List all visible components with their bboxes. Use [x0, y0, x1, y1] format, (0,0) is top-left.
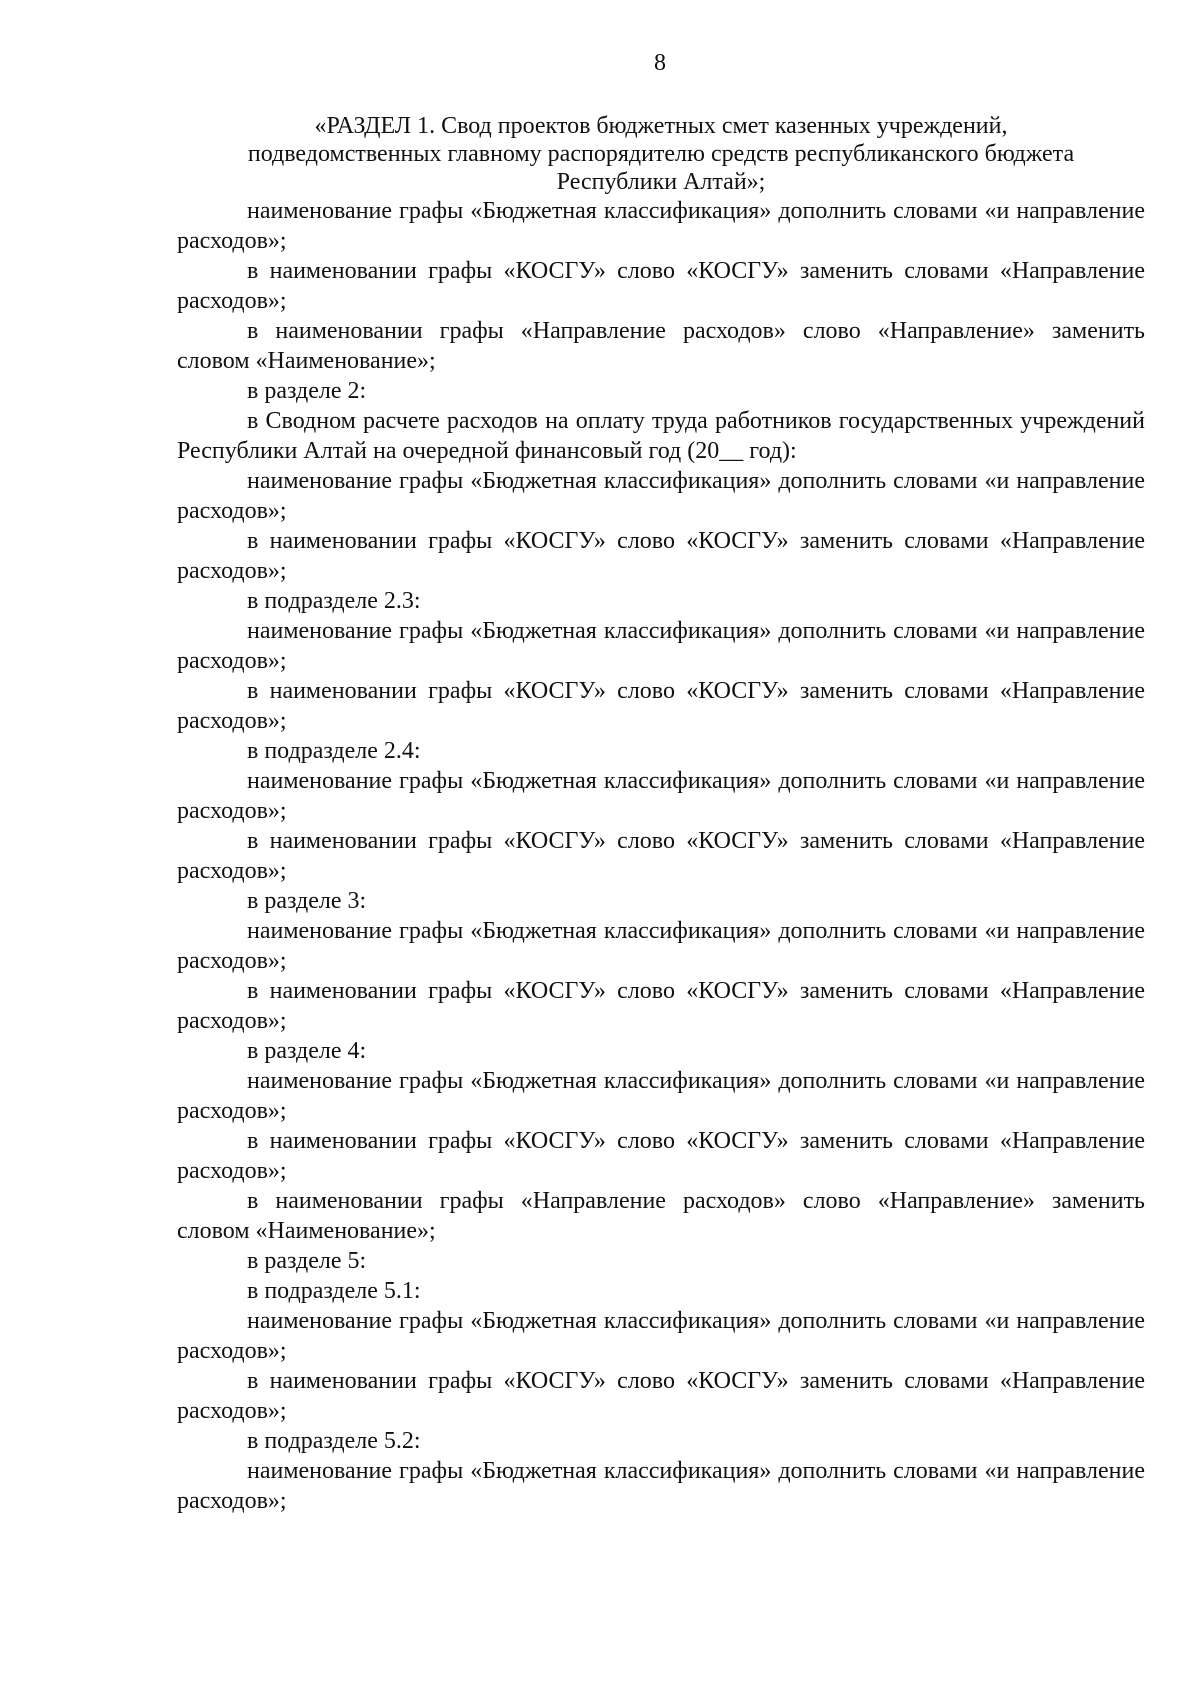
paragraph: в подразделе 2.3:	[247, 588, 421, 614]
paragraph: наименование графы «Бюджетная классификация» дополнить словами «и направление расходов»;	[177, 918, 1145, 974]
page-number: 8	[654, 50, 666, 76]
paragraph: в разделе 4:	[247, 1038, 367, 1064]
paragraph: в наименовании графы «КОСГУ» слово «КОСГУ» заменить словами «Направление расходов»;	[177, 528, 1145, 584]
paragraph: в наименовании графы «КОСГУ» слово «КОСГУ» заменить словами «Направление расходов»;	[177, 258, 1145, 314]
paragraph: в наименовании графы «КОСГУ» слово «КОСГУ» заменить словами «Направление расходов»;	[177, 828, 1145, 884]
paragraph: в наименовании графы «КОСГУ» слово «КОСГУ» заменить словами «Направление расходов»;	[177, 978, 1145, 1034]
paragraph: наименование графы «Бюджетная классификация» дополнить словами «и направление расходов»;	[177, 1068, 1145, 1124]
paragraph: в наименовании графы «Направление расходов» слово «Направление» заменить словом «Наименование»;	[177, 318, 1145, 374]
document-body	[177, 112, 1145, 1516]
paragraph: в наименовании графы «КОСГУ» слово «КОСГУ» заменить словами «Направление расходов»;	[177, 678, 1145, 734]
heading-line: Республики Алтай»;	[556, 169, 766, 195]
paragraph: в подразделе 5.1:	[247, 1278, 421, 1304]
paragraph: наименование графы «Бюджетная классификация» дополнить словами «и направление расходов»;	[177, 768, 1145, 824]
paragraph: наименование графы «Бюджетная классификация» дополнить словами «и направление расходов»;	[177, 1458, 1145, 1514]
paragraph: в разделе 5:	[247, 1248, 367, 1274]
heading-line: подведомственных главному распорядителю средств республиканского бюджета	[247, 141, 1075, 167]
heading-line: «РАЗДЕЛ 1. Свод проектов бюджетных смет казенных учреждений,	[314, 113, 1008, 139]
paragraph: наименование графы «Бюджетная классификация» дополнить словами «и направление расходов»;	[177, 198, 1145, 254]
paragraph: в наименовании графы «КОСГУ» слово «КОСГУ» заменить словами «Направление расходов»;	[177, 1128, 1145, 1184]
section-heading	[177, 112, 1145, 196]
paragraph: в подразделе 2.4:	[247, 738, 421, 764]
paragraph: в разделе 2:	[247, 378, 367, 404]
paragraph: наименование графы «Бюджетная классификация» дополнить словами «и направление расходов»;	[177, 468, 1145, 524]
paragraph: в Сводном расчете расходов на оплату труда работников государственных учреждений Республики Алтай на очередной финансовый год (20__ год):	[177, 408, 1145, 464]
paragraph: наименование графы «Бюджетная классификация» дополнить словами «и направление расходов»;	[177, 1308, 1145, 1364]
paragraph: в наименовании графы «КОСГУ» слово «КОСГУ» заменить словами «Направление расходов»;	[177, 1368, 1145, 1424]
paragraph: в наименовании графы «Направление расходов» слово «Направление» заменить словом «Наименование»;	[177, 1188, 1145, 1244]
paragraph: в подразделе 5.2:	[247, 1428, 421, 1454]
paragraph: в разделе 3:	[247, 888, 367, 914]
paragraph: наименование графы «Бюджетная классификация» дополнить словами «и направление расходов»;	[177, 618, 1145, 674]
